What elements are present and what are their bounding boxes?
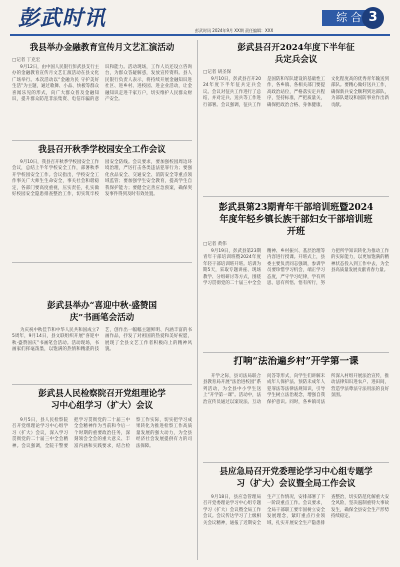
article-body: 开学之际，县司法局联合县教育局开展“法治进校园”系列活动，为全县中小学生送上“开学第一课”。活动中，法治宣传员通过以案说法、互动问答等形式，向学生们讲解未成年人保护法、预防未成年人犯罪法等法律法规知识，引导学生树立法治观念，增强自我保护意识。同时，各乡镇司法所深入村组开展法治宣传，推动法律知识进农户、进田间，营造学法尊法守法用法的良好氛围。 [203,374,389,405]
article-headline: 打响“法治遍乡村”开学第一课 [233,356,359,367]
article-calligraphy [12,300,192,382]
article-body: 为庆祝中秋佳节和中华人民共和国成立75周年，9月14日，县文联组织开展“喜迎中秋·盛赞国庆”书画笔会活动。活动现场，书画家们挥毫泼墨，以饱满的热情和精湛的技艺，创作出一幅幅主题鲜明、内涵丰富的书画作品，抒发了对祖国的热爱和美好祝愿，展现了全县文艺工作者积极向上的精神风貌。 [12,328,192,353]
article-byline: □记者 胡圣保 [203,70,232,75]
divider [203,352,389,353]
divider [12,384,192,385]
divider [203,196,389,197]
article-emergency-study [203,466,389,562]
article-body: 9月10日，彭武县召开2024年度下半年征兵定兵会议。会议对征兵工作进行了总结，并对定兵、送兵等工作进行部署。会议强调，征兵工作是国防和军队建设的基础性工作，各乡镇、各相关部门要提高政治站位，严格落实定兵程序，坚持标准，严把质量关，确保把政治合格、身体健康、文化程度高的优秀青年输送到部队。要精心做好送兵工作，确保新兵安全顺利到达部队，为部队建设和国防事业作出新贡献。 [203,77,389,108]
masthead-meta: 彭武时讯 2024年9月 XX期 责任编辑：XXX [195,28,274,33]
article-finance [12,42,192,138]
article-body: 9月18日，县应急管理局召开党委理论学习中心组专题学习（扩大）会议暨全局工作会议。会议传达学习了上级相关会议精神，通报了近期安全生产工作情况，安排部署了下一阶段重点工作。会议要求，全局干部职工要牢固树立安全发展理念，紧盯重点行业领域，扎实开展安全生产隐患排查整治，切实防范化解重大安全风险，坚决遏制重特大事故发生，确保全县安全生产形势持续稳定。 [203,495,389,526]
article-headline: 彭武县人民检察院召开党组理论学习中心组学习（扩大）会议 [38,389,166,411]
divider [203,462,389,463]
masthead-rule [10,34,390,36]
article-headline: 彭武县召开2024年度下半年征兵定兵会议 [237,43,355,65]
section-label: 综 合 [322,10,376,26]
newspaper-logo: 彭武时讯 [18,5,106,30]
column-divider [197,40,198,560]
article-school-safety [12,144,192,260]
article-body: 9月19日，彭武县第23期青年干部培训班暨2024年度年轻干部培训班开班。培训为期5天，采取专题讲座、现场教学、分组研讨等方式，围绕学习贯彻党的二十届三中全会精神、乡村振兴、基层治理等内容进行授课。开班式上，县委主要负责同志强调，参训学员要珍惜学习机会，端正学习态度，严守学习纪律，学有所思、思有所悟、悟有所行，努力把所学知识转化为推动工作的实际能力，以更加饱满的精神状态投入到工作中去，为全县高质量发展贡献青春力量。 [203,249,389,287]
article-body: 9月5日，县人民检察院召开党组理论学习中心组学习（扩大）会议，深入学习贯彻党的二十届三中全会精神。会议强调，全院干警要把学习贯彻党的二十届三中全会精神作为当前和今后一个时期的重要政治任务，深刻领会全会的重大意义、丰富内涵和实践要求，结合检察工作实际，切实把学习成果转化为推进检察工作高质量发展的强大动力，为全县经济社会发展提供有力的司法保障。 [12,418,192,449]
article-headline: 县应急局召开党委理论学习中心组专题学习（扩大）会议暨全局工作会议 [219,467,373,489]
divider [12,140,192,141]
article-cadre-training [203,202,389,350]
article-headline: 彭武县举办“喜迎中秋·盛赞国庆”书画笔会活动 [47,301,157,323]
article-headline: 我县召开秋季学校园安全工作会议 [38,145,166,155]
article-headline: 我县举办金融教育宣传月文艺汇演活动 [29,43,175,53]
page-number-badge: 3 [362,7,384,29]
article-rule-of-law [203,356,389,460]
article-byline: □记者 黄伟 [203,242,227,247]
article-procuratorate [12,388,192,558]
article-headline: 彭武县第23期青年干部培训班暨2024年度年轻乡镇长族干部妇女干部培训班开班 [218,203,374,237]
article-body: 9月10日，我县召开秋季学校园安全工作会议，总结上半年学校安全工作，部署秋季开学校园安全工作。会议指出，学校安全工作事关广大师生生命安全，事关社会和谐稳定，各部门要高度重视，压实责任，扎实做好校园安全隐患排查整治工作，切实筑牢校园安全防线。会议要求，要加强校园周边环境治理，严厉打击各类违法犯罪行为；要强化食品安全、交通安全、消防安全等重点领域监管；要加强学生安全教育，提高学生自我保护能力；要健全完善应急预案，确保突发事件得到及时有效处置。 [12,160,192,198]
masthead [0,0,400,38]
article-byline: □记者 丁克宏 [12,58,41,63]
article-body: 9月12日，由中国人民银行彭武县支行主办的金融教育宣传月文艺汇演活动在县文化广场举行。本次活动以“金融为民 守护美好生活”为主题，通过歌舞、小品、快板等群众喜闻乐见的形式，向广大群众普及金融知识，提升群众防范非法集资、电信诈骗的意识和能力。活动现场，工作人员还设立咨询台，为群众答疑解惑，发放宣传资料。县人民银行负责人表示，将持续开展金融知识进社区、进乡村、进校园、进企业活动，让金融知识走进千家万户，切实维护人民群众财产安全。 [12,65,192,103]
article-recruitment [203,42,389,192]
divider [12,262,192,263]
